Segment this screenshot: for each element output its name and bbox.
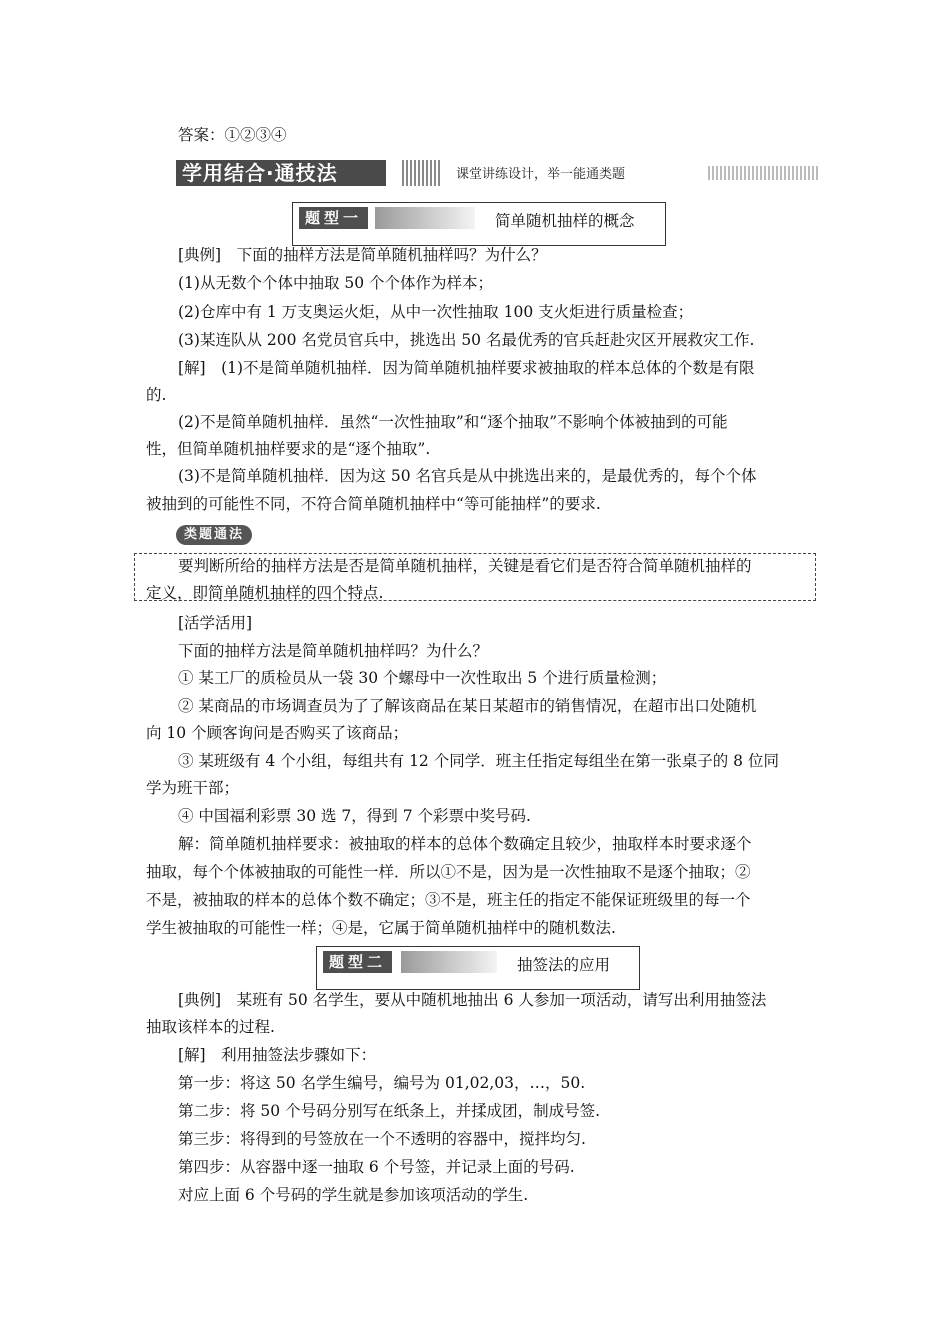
example2-conclusion: 对应上面 6 个号码的学生就是参加该项活动的学生.	[178, 1186, 529, 1204]
answer-line: 答案：①②③④	[178, 126, 287, 144]
topic-box-1	[292, 202, 666, 246]
topic-box-2	[316, 946, 640, 990]
practice-item: ② 某商品的市场调查员为了了解该商品在某日某超市的销售情况，在超市出口处随机	[178, 697, 757, 715]
banner-stripe	[402, 160, 442, 186]
practice-solution: 学生被抽取的可能性一样；④是，它属于简单随机抽样中的随机数法.	[146, 919, 616, 937]
topic-label-1: 简单随机抽样的概念	[495, 212, 635, 230]
solution-line: 的.	[146, 386, 167, 404]
section-banner	[176, 160, 822, 186]
solution-line: (3)不是简单随机抽样．因为这 50 名官兵是从中挑选出来的，是最优秀的，每个个体	[178, 467, 757, 485]
banner-stripe-right	[708, 166, 820, 180]
practice-solution: 不是，被抽取的样本的总体个数不确定；③不是，班主任的指定不能保证班级里的每一个	[146, 891, 751, 909]
method-line: 要判断所给的抽样方法是否是简单随机抽样，关键是看它们是否符合简单随机抽样的	[178, 557, 752, 575]
practice-item: ③ 某班级有 4 个小组，每组共有 12 个同学．班主任指定每组坐在第一张桌子的 8 位同	[178, 752, 779, 770]
solution-line: 被抽到的可能性不同，不符合简单随机抽样中“等可能抽样”的要求.	[146, 495, 601, 513]
topic-gradient-1	[375, 207, 475, 229]
example2-step: 第二步：将 50 个号码分别写在纸条上，并揉成团，制成号签.	[178, 1102, 601, 1120]
practice-item: 学为班干部；	[146, 779, 240, 797]
example2-question: 抽取该样本的过程.	[146, 1018, 275, 1036]
example-item: (3)某连队从 200 名党员官兵中，挑选出 50 名最优秀的官兵赶赴灾区开展救灾工作.	[178, 331, 755, 349]
practice-item: ① 某工厂的质检员从一袋 30 个螺母中一次性取出 5 个进行质量检测；	[178, 669, 667, 687]
banner-subtitle: 课堂讲练设计，举一能通类题	[456, 167, 626, 182]
example-question: [典例] 下面的抽样方法是简单随机抽样吗？为什么？	[178, 246, 547, 264]
solution-line: [解] (1)不是简单随机抽样．因为简单随机抽样要求被抽取的样本总体的个数是有限	[178, 359, 755, 377]
solution-line: 性，但简单随机抽样要求的是“逐个抽取”.	[146, 440, 431, 458]
topic-tag-2: 题型二	[323, 951, 392, 973]
example2-step: 第三步：将得到的号签放在一个不透明的容器中，搅拌均匀.	[178, 1130, 586, 1148]
example2-solution: [解] 利用抽签法步骤如下：	[178, 1046, 377, 1064]
method-line: 定义，即简单随机抽样的四个特点.	[146, 584, 384, 602]
example2-step: 第一步：将这 50 名学生编号，编号为 01,02,03，…，50.	[178, 1074, 586, 1092]
solution-line: (2)不是简单随机抽样．虽然“一次性抽取”和“逐个抽取”不影响个体被抽到的可能	[178, 413, 728, 431]
method-tag: 类题通法	[176, 525, 252, 545]
example-item: (2)仓库中有 1 万支奥运火炬，从中一次性抽取 100 支火炬进行质量检查；	[178, 303, 694, 321]
practice-heading: [活学活用]	[178, 614, 253, 632]
practice-solution: 解：简单随机抽样要求：被抽取的样本的总体个数确定且较少，抽取样本时要求逐个	[178, 835, 752, 853]
practice-item: 向 10 个顾客询问是否购买了该商品；	[146, 724, 409, 742]
practice-item: ④ 中国福利彩票 30 选 7，得到 7 个彩票中奖号码.	[178, 807, 531, 825]
topic-label-2: 抽签法的应用	[517, 956, 611, 974]
example2-question: [典例] 某班有 50 名学生，要从中随机地抽出 6 人参加一项活动，请写出利用抽签法	[178, 991, 767, 1009]
example-item: (1)从无数个个体中抽取 50 个个体作为样本；	[178, 274, 494, 292]
example2-step: 第四步：从容器中逐一抽取 6 个号签，并记录上面的号码.	[178, 1158, 575, 1176]
topic-tag-1: 题型一	[299, 207, 368, 229]
topic-gradient-2	[401, 951, 497, 973]
practice-question: 下面的抽样方法是简单随机抽样吗？为什么？	[178, 642, 489, 660]
banner-title: 学用结合·通技法	[176, 160, 386, 186]
practice-solution: 抽取，每个个体被抽取的可能性一样．所以①不是，因为是一次性抽取不是逐个抽取；②	[146, 863, 751, 881]
